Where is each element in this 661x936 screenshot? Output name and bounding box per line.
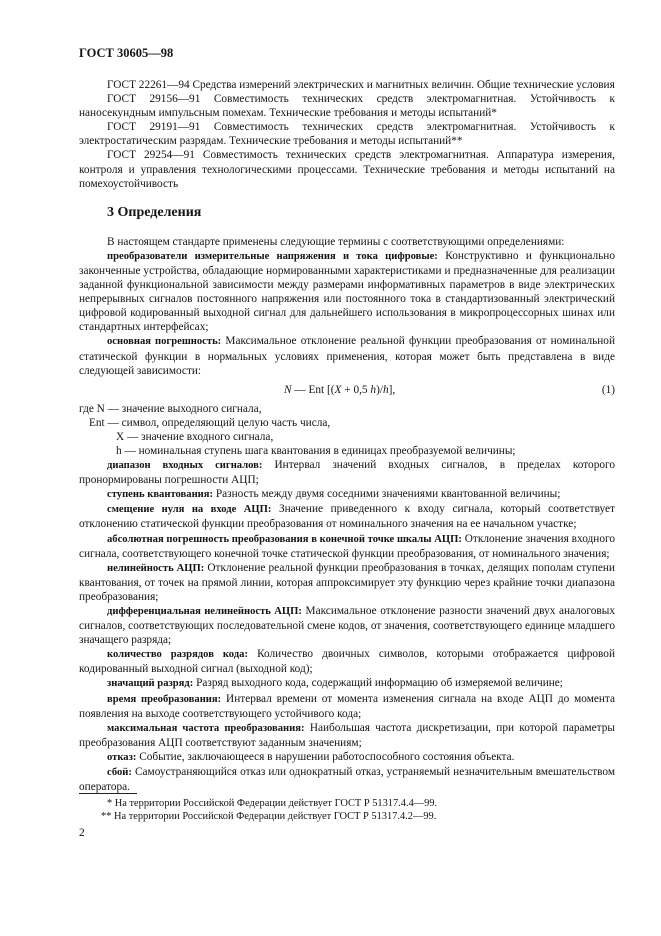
footnote-2: ** На территории Российской Федерации действует ГОСТ Р 51317.4.2—99. <box>101 811 437 822</box>
legend-x: X — значение входного сигнала, <box>116 430 274 443</box>
standard-ref: ГОСТ 29156—91 Совместимость технических средств электромагнитная. Устойчивость к наносекундным импульсным помехам. Технические требования и методы испытаний* <box>79 93 615 120</box>
standard-ref: ГОСТ 29254—91 Совместимость технических средств электромагнитная. Аппаратура измерения, контроля и управления технологическими процессами. Технические требования и методы испытаний на помехоустойчивость <box>79 149 615 190</box>
footnote-divider <box>79 793 137 794</box>
definition-zero-offset: смещение нуля на входе АЦП: Значение приведенного к входу сигнала, который соответствует отклонению статической функции преобразования от номинального значения на ее начальном участке; <box>79 503 615 531</box>
page-number: 2 <box>79 827 85 839</box>
section-intro: В настоящем стандарте применены следующие термины с соответствующими определениями: <box>107 235 565 248</box>
formula-legend <box>79 402 615 458</box>
definition-max-freq: максимальная частота преобразования: Наибольшая частота дискретизации, при которой параметры преобразования АЦП соответствуют заданным значениям; <box>79 721 615 749</box>
definition-quant-step: ступень квантования: Разность между двумя соседними значениями квантованной величины; <box>107 488 561 501</box>
formula-expression: N — Ent [(X + 0,5 h)/h], <box>284 383 396 396</box>
definition-text: Конструктивно и функционально законченные устройства, обладающие нормированными характеристиками и предназначенные для реализации заданной функциональной зависимости между размерами информативных параметров в виде электрических непрерывных сигналов постоянного напряжения или постоянного тока в стандартизованный электрический цифровой кодированный выходной сигнал для дальнейшего использования в микропроцессорных шинах или стандартных интерфейсах; <box>79 249 616 334</box>
definition-basic-error <box>79 334 615 377</box>
definition-converters <box>79 249 615 335</box>
legend-h: h — номинальная ступень шага квантования в единицах преобразуемой величины; <box>116 444 516 457</box>
standard-ref: ГОСТ 29191—91 Совместимость технических средств электромагнитная. Устойчивость к электростатическим разрядам. Технические требования и методы испытаний** <box>79 121 615 148</box>
definition-term: основная погрешность: <box>107 336 222 348</box>
definition-abs-error: абсолютная погрешность преобразования в конечной точке шкалы АЦП: Отклонение значения входного сигнала, соответствующего конечной точке статической функции преобразования, от номинального значения; <box>79 532 615 560</box>
definition-bit-count: количество разрядов кода: Количество двоичных символов, которыми отображается цифровой кодированный выходной сигнал (выходной код); <box>79 648 615 676</box>
standard-ref: ГОСТ 22261—94 Средства измерений электрических и магнитных величин. Общие технические условия <box>107 79 615 91</box>
definition-fault: сбой: Самоустраняющийся отказ или однократный отказ, устраняемый незначительным вмешательством оператора. <box>79 766 615 794</box>
formula-number: (1) <box>601 383 615 396</box>
legend-ent: Ent — символ, определяющий целую часть числа, <box>89 416 331 429</box>
definition-diff-nonlinearity: дифференциальная нелинейность АЦП: Максимальное отклонение разности значений двух аналоговых сигналов, соответствующих последовательной смене кодов, от значения, соответствующего единице младшего значащего разряда; <box>79 605 615 647</box>
definition-conv-time: время преобразования: Интервал времени от момента изменения сигнала на входе АЦП до момента появления на выходе соответствующего устойчивого кода; <box>79 692 615 720</box>
definition-text: Максимальное отклонение реальной функции преобразования от номинальной статической функции в нормальных условиях применения, которая может быть представлена в виде следующей зависимости: <box>79 335 616 377</box>
footnote-1: * На территории Российской Федерации действует ГОСТ Р 51317.4.4—99. <box>107 798 438 809</box>
page-body <box>79 78 615 794</box>
running-header: ГОСТ 30605—98 <box>79 46 174 60</box>
section-heading: 3 Определения <box>107 204 202 220</box>
definition-significant-bit: значащий разряд: Разряд выходного кода, содержащий информацию об измеряемой величине; <box>107 677 563 690</box>
definition-term: преобразователи измерительные напряжения и тока цифровые: <box>107 250 438 262</box>
definition-nonlinearity: нелинейность АЦП: Отклонение реальной функции преобразования в точках, делящих пополам ступени квантования, от точек на прямой линии, которая аппроксимирует эту функцию через крайние точки диапазона преобразования; <box>79 561 615 603</box>
definition-failure: отказ: Событие, заключающееся в нарушении работоспособного состояния объекта. <box>107 750 515 763</box>
legend-n: где N — значение выходного сигнала, <box>79 402 262 415</box>
formula-1 <box>79 380 615 400</box>
definition-input-range: диапазон входных сигналов: Интервал значений входных сигналов, в пределах которого пронормированы погрешности АЦП; <box>79 459 615 487</box>
